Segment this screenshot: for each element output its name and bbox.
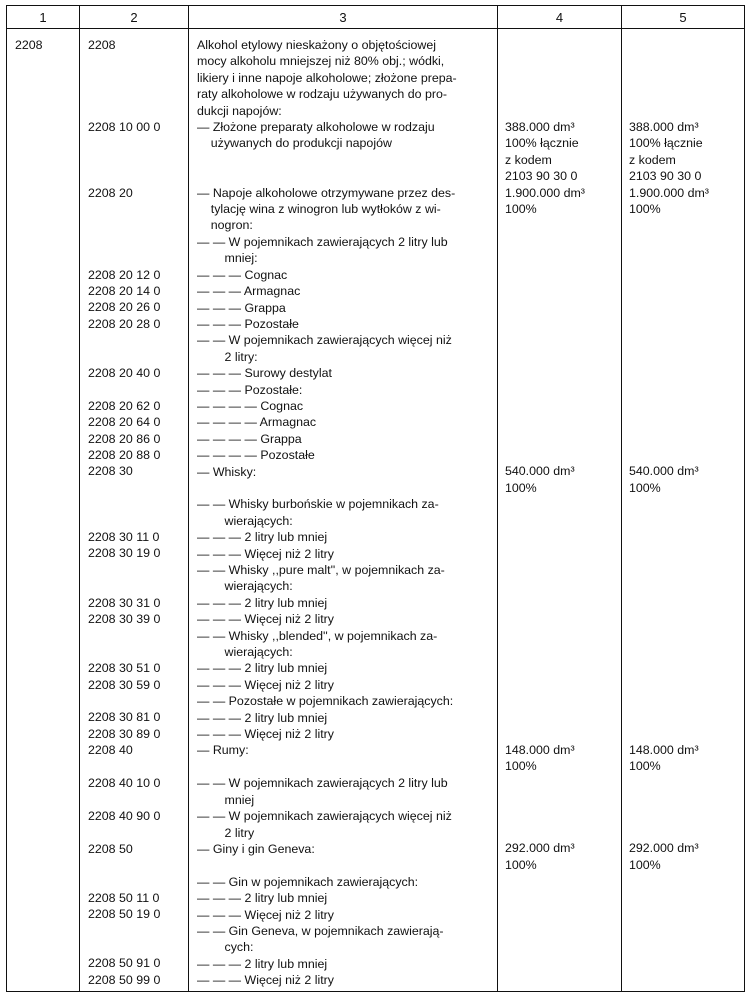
description-line: cych: — [197, 940, 254, 955]
description-line: — — W pojemnikach zawierających więcej niż — [197, 333, 452, 348]
column-header: 5 — [622, 6, 745, 29]
quota-line: 148.000 dm³ — [629, 742, 699, 757]
cn-code: 2208 20 28 0 — [88, 316, 161, 331]
quota-line: 148.000 dm³ — [505, 742, 575, 757]
description-line: — — — Więcej niż 2 litry — [197, 907, 335, 922]
description-line: — — W pojemnikach zawierających 2 litry lub — [197, 234, 448, 249]
cn-code: 2208 30 19 0 — [88, 546, 161, 561]
description-line: mniej — [197, 792, 255, 807]
description-line: likiery i inne napoje alkoholowe; złożone prepa- — [197, 70, 457, 85]
description-line: — — — Cognac — [197, 267, 288, 282]
description-line: 2 litry: — [197, 349, 258, 364]
cn-code: 2208 30 11 0 — [88, 529, 160, 544]
description-line: — — Gin Geneva, w pojemnikach zawierają- — [197, 923, 444, 938]
header-row — [7, 6, 745, 29]
description-line: — — — Więcej niż 2 litry — [197, 973, 335, 988]
quota-line: 292.000 dm³ — [629, 841, 699, 856]
quota-line: z kodem — [629, 152, 676, 167]
tariff-table — [6, 5, 745, 992]
description-line: — — — Więcej niż 2 litry — [197, 727, 335, 742]
quota-line: 292.000 dm³ — [505, 841, 575, 856]
cn-code: 2208 20 14 0 — [88, 283, 161, 298]
description-line: — Whisky: — [197, 464, 257, 479]
cn-code: 2208 50 91 0 — [88, 956, 161, 971]
quota-line: 1.900.000 dm³ — [629, 185, 709, 200]
description-line: — Złożone preparaty alkoholowe w rodzaju — [197, 120, 435, 135]
description-line: — — — Grappa — [197, 300, 286, 315]
cn-code: 2208 40 90 0 — [88, 808, 161, 823]
cn-code: 2208 50 99 0 — [88, 972, 161, 987]
description-line — [189, 168, 497, 184]
quota-line: 2103 90 30 0 — [629, 169, 702, 184]
description-line — [189, 152, 497, 168]
description-line: — — — Więcej niż 2 litry — [197, 677, 335, 692]
description-line: wierających: — [197, 513, 293, 528]
description-line: — — — — Grappa — [197, 431, 302, 446]
cn-code: 2208 20 12 0 — [88, 267, 161, 282]
description-line: — — — — Armagnac — [197, 415, 317, 430]
quota-line: 1.900.000 dm³ — [505, 185, 585, 200]
description-line: — — — 2 litry lub mniej — [197, 661, 328, 676]
column-header: 4 — [498, 6, 622, 29]
description-line: — — Pozostałe w pojemnikach zawierających: — [197, 694, 454, 709]
description-line — [189, 857, 497, 873]
description-line — [189, 759, 497, 775]
description-line: dukcji napojów: — [197, 103, 282, 118]
description-line: — — — — Pozostałe — [197, 448, 315, 463]
description-line: — — — Armagnac — [197, 284, 301, 299]
description-line: — — — 2 litry lub mniej — [197, 891, 328, 906]
quota-line: 540.000 dm³ — [629, 464, 699, 479]
description-line: używanych do produkcji napojów — [197, 136, 392, 151]
cn-code: 2208 20 40 0 — [88, 365, 161, 380]
description-line: — — Whisky ,,pure malt'', w pojemnikach za- — [197, 563, 445, 577]
cn-code: 2208 40 — [88, 743, 133, 758]
quota-line: 100% — [505, 857, 537, 872]
description-line: mocy alkoholu mniejszej niż 80% obj.; wódki, — [197, 54, 445, 69]
description-line: wierających: — [197, 579, 293, 594]
quota-line: 388.000 dm³ — [505, 119, 575, 134]
table-body-row — [7, 29, 745, 992]
description-line: wierających: — [197, 645, 293, 660]
quota-line: 100% łącznie — [505, 136, 579, 151]
cn-code: 2208 30 89 0 — [88, 726, 161, 741]
cn-code: 2208 40 10 0 — [88, 775, 161, 790]
description-cell — [189, 29, 498, 992]
cn-code: 2208 30 59 0 — [88, 677, 161, 692]
description-line: — — — Pozostałe: — [197, 382, 303, 397]
quota-cell-col5 — [622, 29, 745, 992]
description-line — [189, 480, 497, 496]
description-line: Alkohol etylowy nieskażony o objętościowej — [197, 38, 436, 52]
quota-line: 388.000 dm³ — [629, 119, 699, 134]
description-line: — — — 2 litry lub mniej — [197, 595, 328, 610]
column-header: 2 — [80, 6, 189, 29]
quota-line: 100% — [505, 480, 537, 495]
description-line: — — — Pozostałe — [197, 316, 299, 331]
cn-code: 2208 50 — [88, 841, 133, 856]
description-line: — Napoje alkoholowe otrzymywane przez des- — [197, 185, 456, 200]
description-line: mniej: — [197, 251, 258, 266]
heading-code: 2208 — [15, 38, 43, 52]
description-line: — — W pojemnikach zawierających 2 litry lub — [197, 776, 448, 791]
description-line: — — — Więcej niż 2 litry — [197, 546, 335, 561]
description-line: — — Gin w pojemnikach zawierających: — [197, 874, 419, 889]
quota-line: 100% — [629, 201, 661, 216]
quota-line: 100% — [505, 759, 537, 774]
cn-code: 2208 30 — [88, 464, 133, 479]
heading-code-cell — [7, 29, 80, 992]
cn-code: 2208 10 00 0 — [88, 119, 161, 134]
quota-line: 100% łącznie — [629, 136, 703, 151]
quota-cell-col4 — [498, 29, 622, 992]
description-line: — Giny i gin Geneva: — [197, 841, 315, 856]
cn-code-cell — [80, 29, 189, 992]
cn-code: 2208 20 26 0 — [88, 300, 161, 315]
description-line: — — — 2 litry lub mniej — [197, 710, 328, 725]
cn-code: 2208 50 11 0 — [88, 890, 160, 905]
cn-code: 2208 — [88, 38, 116, 52]
description-line: — — W pojemnikach zawierających więcej niż — [197, 809, 452, 824]
cn-code: 2208 30 81 0 — [88, 710, 161, 725]
quota-line: 100% — [629, 857, 661, 872]
cn-code: 2208 20 — [88, 185, 133, 200]
description-line: tylację wina z winogron lub wytłoków z wi- — [197, 202, 441, 217]
quota-line: z kodem — [505, 152, 552, 167]
cn-code: 2208 30 39 0 — [88, 611, 161, 626]
cn-code: 2208 30 31 0 — [88, 595, 161, 610]
quota-line: 100% — [505, 201, 537, 216]
quota-line: 540.000 dm³ — [505, 464, 575, 479]
column-header: 3 — [189, 6, 498, 29]
cn-code: 2208 20 62 0 — [88, 398, 161, 413]
cn-code: 2208 30 51 0 — [88, 661, 161, 676]
description-line: — — — 2 litry lub mniej — [197, 956, 328, 971]
description-line: — — — 2 litry lub mniej — [197, 530, 328, 545]
description-line: nogron: — [197, 218, 253, 233]
description-line: — — — Surowy destylat — [197, 366, 332, 381]
column-header: 1 — [7, 6, 80, 29]
description-line: — — Whisky ,,blended'', w pojemnikach za- — [197, 628, 438, 643]
cn-code: 2208 20 86 0 — [88, 431, 161, 446]
description-line: — — — Więcej niż 2 litry — [197, 612, 335, 627]
quota-line: 100% — [629, 480, 661, 495]
description-line: — — — — Cognac — [197, 398, 304, 413]
quota-line: 2103 90 30 0 — [505, 169, 578, 184]
cn-code: 2208 20 88 0 — [88, 447, 161, 462]
quota-line: 100% — [629, 759, 661, 774]
cn-code: 2208 20 64 0 — [88, 415, 161, 430]
description-line: raty alkoholowe w rodzaju używanych do pro- — [197, 87, 448, 102]
description-line: — — Whisky burbońskie w pojemnikach za- — [197, 497, 439, 512]
description-line: — Rumy: — [197, 743, 249, 758]
description-line: 2 litry — [197, 825, 255, 840]
cn-code: 2208 50 19 0 — [88, 907, 161, 922]
